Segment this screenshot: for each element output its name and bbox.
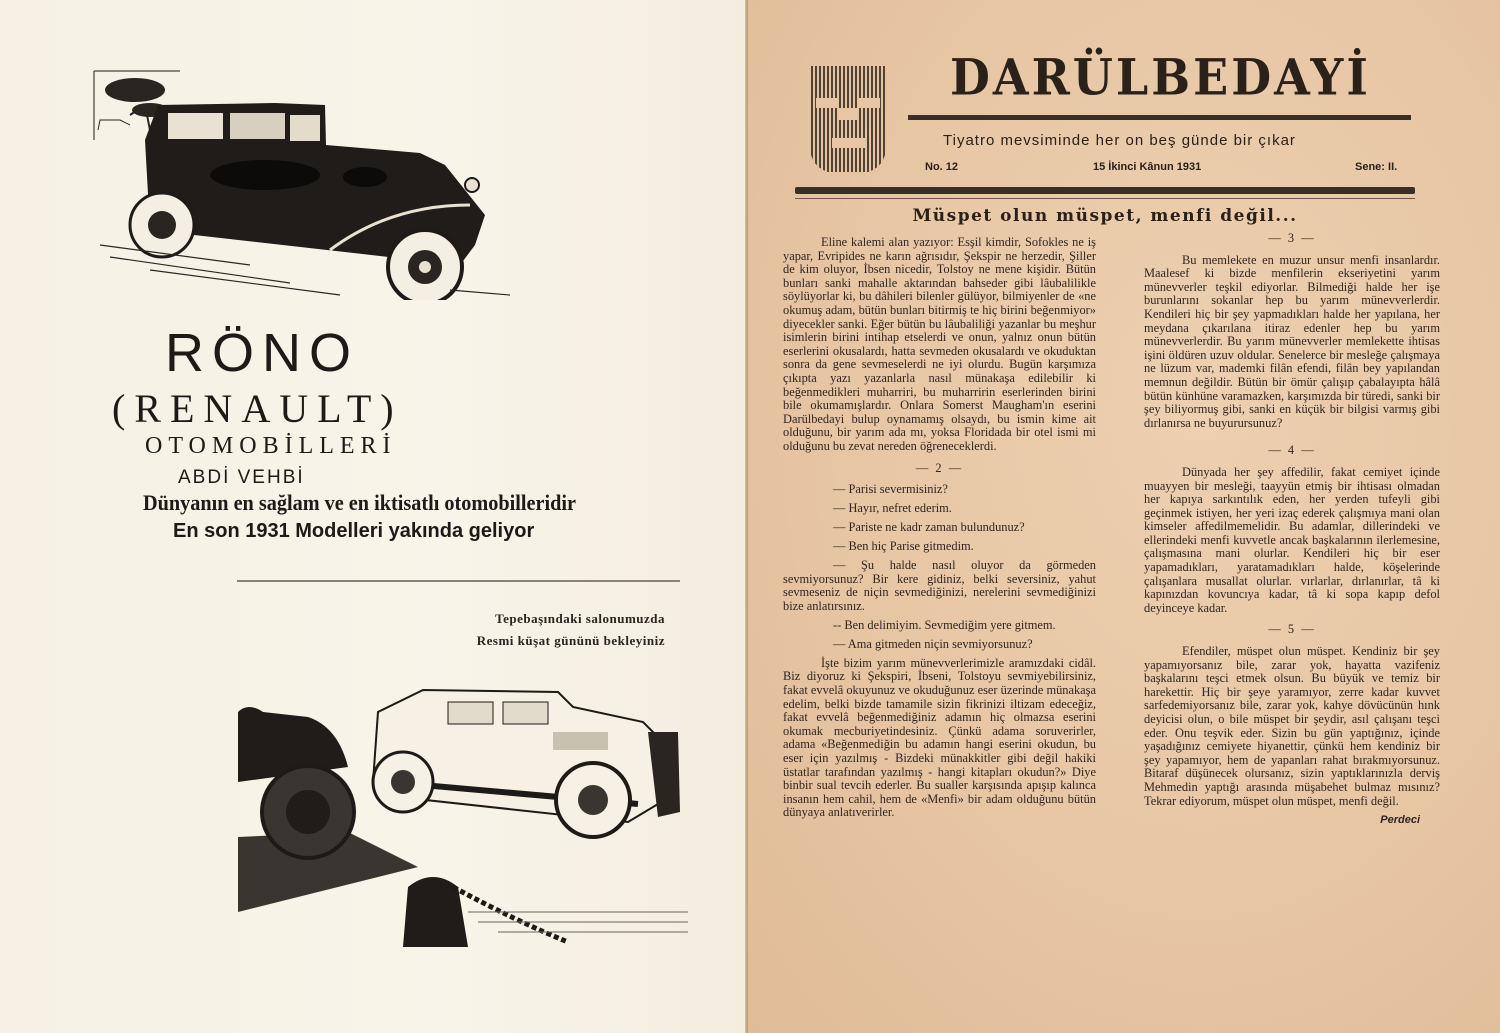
ad-brand-name: RÖNO bbox=[165, 323, 359, 383]
ad-invitation bbox=[435, 608, 665, 652]
dialogue-line: — Ama gitmeden niçin sevmiyorsunuz? bbox=[833, 636, 1033, 651]
ad-slogan: Dünyanın en sağlam ve en iktisatlı otomobilleridir bbox=[143, 490, 576, 515]
coupe-car-illustration bbox=[238, 672, 688, 947]
author-signature: Perdeci bbox=[1380, 814, 1420, 827]
dialogue-line: — Hayır, nefret ederim. bbox=[833, 501, 952, 516]
section-marker: — 2 — bbox=[915, 460, 964, 475]
article-column-left bbox=[783, 236, 1096, 820]
masthead-thick-rule bbox=[795, 187, 1415, 194]
dialogue-line: — Pariste ne kadr zaman bulundunuz? bbox=[833, 520, 1025, 535]
theatre-crest-logo-icon bbox=[808, 66, 888, 172]
article-column-right bbox=[1144, 232, 1440, 828]
publication-year: Sene: II. bbox=[1355, 161, 1398, 173]
left-page-advertisement bbox=[0, 0, 748, 1033]
ad-divider bbox=[237, 580, 680, 582]
ad-models-announcement: En son 1931 Modelleri yakında geliyor bbox=[173, 520, 535, 542]
section-marker: — 4 — bbox=[1268, 443, 1316, 458]
section-marker: — 3 — bbox=[1268, 231, 1316, 245]
ad-invite-line-2: Resmi küşat gününü bekleyiniz bbox=[476, 633, 665, 648]
magazine-title: DARÜLBEDAYİ bbox=[950, 47, 1371, 107]
section-marker: — 5 — bbox=[1268, 622, 1316, 637]
masthead-rule bbox=[908, 115, 1411, 120]
article-paragraph: Dünyada her şey affedilir, fakat cemiyet içinde muayyen bir mesleği, taayyün etmiş bir ihtisası olmadan her kapıya sarkıntılık eden, her yerden tufeyli gibi geçinmek istiyen, her yeri izaç ederek çalışmıya mani olan kimseler affedilmemelidir. Bu adamlar, dillerindeki ve ellerindeki menfi kuvvetle ancak başkalarının ilerlemesine, çalışmasına mani olurlar. Kendileri hiç bir eser yapamadıkları, yaratamadıkları halde, köşelerinde çalışanlara musallat olurlar. vırlarlar, dırlanırlar, tâ ki kapınızdan kovuncıya kadar, tâ ki sopa kapıp defol deyinceye kadar. bbox=[1144, 464, 1440, 615]
ad-dealer-name: ABDİ VEHBİ bbox=[178, 467, 305, 488]
issue-number: No. 12 bbox=[925, 161, 959, 173]
magazine-tagline: Tiyatro mevsiminde her on beş günde bir çıkar bbox=[943, 132, 1296, 149]
article-headline: Müspet olun müspet, menfi değil... bbox=[912, 206, 1298, 226]
article-paragraph: Efendiler, müspet olun müspet. Kendiniz bir şey yapamıyorsanız bile, zarar yok, hayatta vazifeniz başkalarını teşci etmek olsun. Bu büyük ve temiz bir harekettir. Hiç bir şeye yaramıyor, zerre kadar kuvvet sarfedemiyorsanız bile, zarar yok, kahye dövücünün hınk deyicisi olun, o bile müspet bir şeydir, asıl çalışanı teşci eder. Onu teşvik eder. Sizin bu gün yaptığınız, içinde yaşadığınız cemiyete hiyanettir, çünkü hem kendiniz bir şey yapamıyor, hem de yapanları rahat bırakmıyorsunuz. Bitaraf düşünecek olursanız, sizin yaptıklarınızla derviş Mehmedin yaptığı arasında müşabehet bulmaz mısınız? Tekrar ediyorum, müspet olun müspet, menfi değil. bbox=[1144, 644, 1440, 808]
ad-invite-line-1: Tepebaşındaki salonumuzda bbox=[495, 611, 665, 626]
article-paragraph: Eline kalemi alan yazıyor: Esşil kimdir, Sofokles ne iş yapar, Evripides ne karın ağrısıdır, Şekspir ne herzedir, Şiller de kim oluyor, İbsen nicedir, Tolstoy ne mene kişidir. Bütün bunları sanki mahalle aktarından bahseder gibi lâubalilikle söylüyorlar ki, bu dâhileri bilenler gülüyor, bilmiyenler de «ne okumuş adam, bütün bunları bitirmiş te hiç birini beğenmiyor» diyecekler sanki. Eğer bütün bu lâubaliliği yazanlar bu meşhur isimlerin birini intihap etselerdi ve onun, yalnız onun bütün eserlerini okusalardı, hatta sevmeden okusalardı ve okuduktan sonra da gene sevmeselerdi ne iyi olurdu. Bugün karşımıza çıkıpta yazı yazanlarla nasıl münakaşa edilebilir ki beğenmedikleri muharriri, bu muharririn eserlerinden birini bile okumamışlardır. Onlara Somerst Maugham'ın eserini Darülbedayi bulup oynamamış olsaydı, bu ismin kime ait olduğunu, bir yarım ada mı, yoksa Floridada bir otel ismi mi olduğunu bu zevat nereden öğreneceklerdi. bbox=[783, 235, 1096, 453]
dialogue-line: — Şu halde nasıl oluyor da görmeden sevmiyorsunuz? Bir kere gidiniz, belki seversiniz, yahut sevmeseniz de niçin sevmediğinizi, nerelerini sevmediğinizi bize anlatırsınız. bbox=[783, 558, 1096, 613]
dialogue-line: — Parisi severmisiniz? bbox=[833, 482, 948, 497]
dialogue-line: -- Ben delimiyim. Sevmediğim yere gitmem. bbox=[833, 617, 1056, 632]
dialogue-line: — Ben hiç Parise gitmedim. bbox=[833, 539, 974, 554]
ad-product-line: OTOMOBİLLERİ bbox=[145, 433, 397, 459]
masthead-thin-rule bbox=[795, 198, 1415, 199]
issue-date: 15 İkinci Kânun 1931 bbox=[1093, 161, 1202, 173]
article-paragraph: Bu memlekete en muzur unsur menfi insanlardır. Maalesef ki bizde menfilerin ekseriyetini yarım münevverler teşkil ediyorlar. Bilmediği halde her işe burunlarını sokanlar hep bu yarım münevverlerdir. Kendileri hiç bir şey yapmadıkları halde her yapılana, her meydana çıkarılana itiraz edenler hep bu yarım münevverlerdir. Bu yarım münevverler memlekette ihtisas işini öldüren uzuv oldular. Senelerce bir mesleğe çalışmaya ne lüzum var, mademki filân efendi, filân bey yapılandan memnun değildir. Bütün bir ömür çalışıp çabalayıpta hâlâ bütün künhüne varamazken, karşımızda bir türedi, sanki bir şey biliyormuş gibi, sanki en küçük bir bilgisi varmış gibi dırlanırsa ne buyurursunuz? bbox=[1144, 252, 1440, 430]
article-paragraph: İşte bizim yarım münevverlerimizle aramızdaki cidâl. Biz diyoruz ki Şekspiri, İbseni, Tolstoyu sevmiyebilirsiniz, fakat evvelâ okuyunuz ve okuduğunuz eser üzerinde münakaşa edelim, belki bizde tamamile sizin fikrinizi iltizam edeceğiz, fakat evvelâ beğenmediğiniz adamın hiç olmazsa eserini okumak mecburiyetindesiniz. Çünkü adama soruverirler, adama «Beğenmediğin bu adamın hangi eserini okudun, bu eser için yazılmış - Bizdeki münakkitler gibi değil hakiki üstatlar tarafından yazılmış - hangi kitapları okudun?» Diye binbir sual tevcih ederler. Bu sualler karşısında apışıp kalınca insanın hem cahil, hem de «Menfi» bir adam olduğunu bütün dünyaya anlatıverirler. bbox=[783, 655, 1096, 820]
ad-brand-subtitle: (RENAULT) bbox=[112, 386, 403, 431]
sedan-car-illustration bbox=[90, 65, 515, 300]
